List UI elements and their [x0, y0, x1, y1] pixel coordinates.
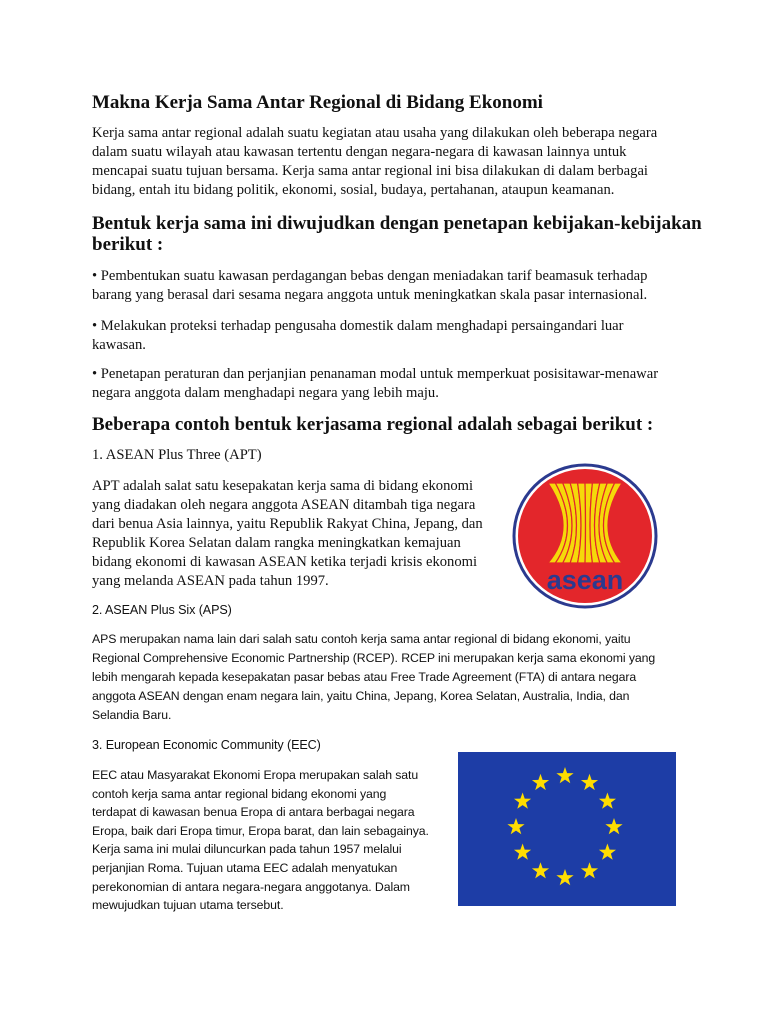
text-line: yang diadakan oleh negara anggota ASEAN ditambah tiga negara [92, 497, 476, 513]
text-line: mencapai suatu tujuan bersama. Kerja sama antar regional ini bisa dilakukan di dalam berbagai [92, 163, 648, 179]
text-line: Kerja sama ini mulai diluncurkan pada tahun 1957 melalui [92, 842, 402, 857]
text-line: barang yang berasal dari sesama negara anggota untuk meningkatkan skala pasar internasional. [92, 287, 648, 303]
intro-paragraph [92, 124, 657, 200]
text-line: APT adalah salat satu kesepakatan kerja sama di bidang ekonomi [92, 478, 474, 494]
apt-paragraph [92, 477, 483, 591]
text-line: Selandia Baru. [92, 708, 172, 722]
bullet-item [92, 267, 647, 305]
aps-title: 2. ASEAN Plus Six (APS) [92, 603, 232, 617]
text-line: terdapat di kawasan benua Eropa di antara berbagai negara [92, 805, 415, 820]
text-line: • Penetapan peraturan dan perjanjian penanaman modal untuk memperkuat posisitawar-menawar [92, 366, 659, 382]
eec-paragraph [92, 766, 429, 915]
text-line: lebih mengarah kepada kesepakatan pasar bebas atau Free Trade Agreement (FTA) di antara negara [92, 670, 637, 684]
text-line: • Pembentukan suatu kawasan perdagangan bebas dengan meniadakan tarif beamasuk terhadap [92, 268, 648, 284]
text-line: anggota ASEAN dengan enam negara lain, yaitu China, Jepang, Korea Selatan, Australia, India, dan [92, 689, 630, 703]
bullet-item [92, 317, 624, 355]
text-line: yang melanda ASEAN pada tahun 1997. [92, 573, 329, 589]
text-line: Eropa, baik dari Eropa timur, Eropa barat, dan lain sebagainya. [92, 823, 429, 838]
text-line: Kerja sama antar regional adalah suatu kegiatan atau usaha yang dilakukan oleh beberapa negara [92, 125, 658, 141]
text-line: • Melakukan proteksi terhadap pengusaha domestik dalam menghadapi persaingandari luar [92, 318, 624, 334]
text-line: Bentuk kerja sama ini diwujudkan dengan penetapan kebijakan-kebijakan [92, 213, 702, 234]
eu-flag [458, 752, 676, 906]
text-line: dalam suatu wilayah atau kawasan tertentu dengan negara-negara di kawasan lainnya untuk [92, 144, 627, 160]
text-line: negara anggota dalam menghadapi negara yang lebih maju. [92, 385, 439, 401]
asean-logo-text: asean [546, 565, 624, 595]
bullet-item [92, 365, 658, 403]
text-line: APS merupakan nama lain dari salah satu contoh kerja sama antar regional di bidang ekonomi, yaitu [92, 632, 631, 646]
apt-title: 1. ASEAN Plus Three (APT) [92, 447, 262, 463]
section-heading-forms [92, 213, 702, 255]
text-line: perjanjian Roma. Tujuan utama EEC adalah menyatukan [92, 860, 398, 875]
aps-paragraph [92, 630, 655, 725]
text-line: contoh kerja sama antar regional bidang ekonomi yang [92, 786, 387, 801]
text-line: dari benua Asia lainnya, yaitu Republik Rakyat China, Jepang, dan [92, 516, 483, 532]
text-line: bidang ekonomi di kawasan ASEAN ketika terjadi krisis ekonomi [92, 554, 478, 570]
text-line: kawasan. [92, 337, 146, 353]
text-line: berikut : [92, 234, 164, 255]
asean-logo [512, 463, 658, 609]
text-line: Regional Comprehensive Economic Partnership (RCEP). RCEP ini merupakan kerja sama ekonomi yang [92, 651, 656, 665]
text-line: perekonomian di antara negara-negara anggotanya. Dalam [92, 879, 410, 894]
section-heading-examples: Beberapa contoh bentuk kerjasama regional adalah sebagai berikut : [92, 414, 654, 435]
text-line: mewujudkan tujuan utama tersebut. [92, 898, 284, 913]
text-line: Republik Korea Selatan dalam rangka meningkatkan kemajuan [92, 535, 461, 551]
page-title: Makna Kerja Sama Antar Regional di Bidang Ekonomi [92, 92, 543, 113]
eec-title: 3. European Economic Community (EEC) [92, 738, 321, 752]
text-line: bidang, entah itu bidang politik, ekonomi, sosial, budaya, pertahanan, ataupun keamanan. [92, 182, 615, 198]
text-line: EEC atau Masyarakat Ekonomi Eropa merupakan salah satu [92, 768, 419, 782]
